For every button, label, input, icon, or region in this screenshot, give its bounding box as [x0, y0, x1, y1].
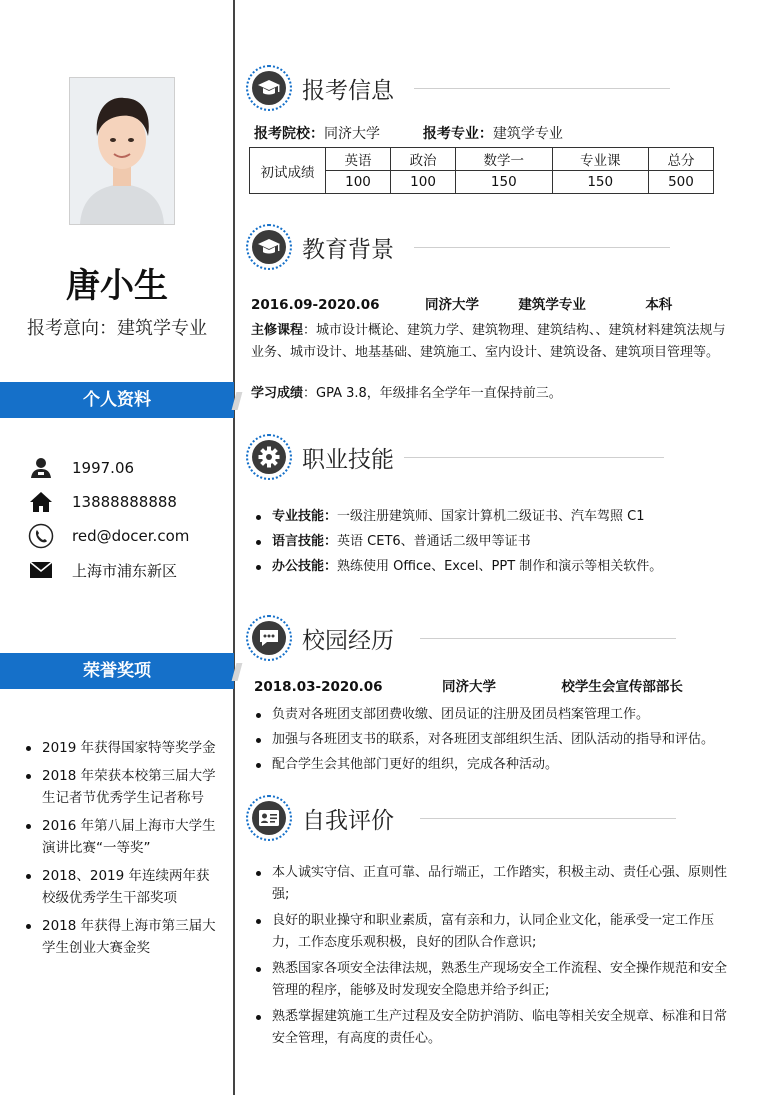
campus-list: [254, 704, 714, 776]
gear-icon: [252, 440, 286, 474]
major-label: 报考专业：: [422, 126, 493, 142]
campus-summary: [254, 676, 683, 698]
score-header: 政治: [391, 148, 456, 171]
section-education-header: [246, 224, 394, 270]
education-degree: 本科: [645, 297, 673, 313]
graduation-cap-icon: [252, 71, 286, 105]
profile-card-icon: [252, 801, 286, 835]
skill-text: 英语 CET6、普通话二级甲等证书: [337, 534, 531, 549]
section-rule: [420, 638, 676, 639]
section-rule: [414, 88, 670, 89]
section-icon-frame: [246, 65, 292, 111]
self-eval-list: [254, 862, 732, 1050]
user-icon: [28, 455, 54, 481]
skill-label: 办公技能：: [272, 559, 338, 574]
list-item: [254, 556, 662, 578]
skills-list: [254, 506, 662, 578]
section-title: 教育背景: [302, 236, 394, 263]
honors-list: [24, 737, 220, 965]
campus-role: 校学生会宣传部部长: [561, 679, 683, 695]
table-row: [250, 148, 714, 171]
education-school: 同济大学: [425, 297, 479, 313]
envelope-icon: [28, 557, 54, 583]
education-major: 建筑学专业: [518, 297, 586, 313]
score-header: 总分: [648, 148, 713, 171]
column-divider: [233, 0, 235, 1095]
exam-target-line: [254, 123, 563, 145]
profile-photo: [69, 77, 175, 225]
list-item: 负责对各班团支部团费收缴、团员证的注册及团员档案管理工作。: [254, 704, 714, 726]
score-header: 专业课: [552, 148, 648, 171]
phone-number: 13888888888: [72, 493, 177, 511]
section-rule: [420, 818, 676, 819]
info-row-birth: [28, 455, 134, 481]
score-value: 150: [456, 171, 552, 194]
info-row-address: [28, 557, 177, 583]
chat-bubble-icon: [252, 621, 286, 655]
score-value: 150: [552, 171, 648, 194]
score-row-label: 初试成绩: [250, 148, 326, 194]
section-title: 自我评价: [302, 807, 394, 834]
score-value: 100: [326, 171, 391, 194]
list-item: [254, 531, 662, 553]
section-rule: [404, 457, 664, 458]
section-icon-frame: [246, 224, 292, 270]
home-address: 上海市浦东新区: [72, 561, 178, 580]
info-row-email: [28, 523, 189, 549]
education-courses: [251, 320, 731, 364]
list-item: 配合学生会其他部门更好的组织，完成各种活动。: [254, 754, 714, 776]
score-value: 500: [648, 171, 713, 194]
section-icon-frame: [246, 795, 292, 841]
list-item: 2018 年荣获本校第三届大学生记者节优秀学生记者称号: [24, 765, 220, 809]
section-rule: [414, 247, 670, 248]
section-title: 职业技能: [302, 446, 394, 473]
list-item: 2018 年获得上海市第三届大学生创业大赛金奖: [24, 915, 220, 959]
skill-text: 熟练使用 Office、Excel、PPT 制作和演示等相关软件。: [337, 559, 663, 574]
email-address: red@docer.com: [72, 527, 190, 545]
phone-icon: [28, 523, 54, 549]
personal-info-header: 个人资料: [0, 382, 234, 418]
education-summary: [251, 294, 672, 316]
education-period: 2016.09-2020.06: [251, 297, 380, 313]
section-icon-frame: [246, 434, 292, 480]
section-title: 报考信息: [302, 77, 394, 104]
list-item: 熟悉掌握建筑施工生产过程及安全防护消防、临电等相关安全规章、标准和日常安全管理，有高度的责任心。: [254, 1006, 732, 1050]
courses-text: ：城市设计概论、建筑力学、建筑物理、建筑结构、、建筑材料建筑法规与业务、城市设计、地基基础、建筑施工、室内设计、建筑设备、建筑项目管理等。: [251, 323, 726, 360]
list-item: 熟悉国家各项安全法律法规，熟悉生产现场安全工作流程、安全操作规范和安全管理的程序，能够及时发现安全隐患并给予纠正;: [254, 958, 732, 1002]
list-item: 2019 年获得国家特等奖学金: [24, 737, 220, 759]
score-header: 数学一: [456, 148, 552, 171]
list-item: [254, 506, 662, 528]
section-icon-frame: [246, 615, 292, 661]
section-skills-header: [246, 434, 394, 480]
skill-label: 专业技能：: [272, 509, 338, 524]
section-campus-header: [246, 615, 394, 661]
target-school: 同济大学: [324, 126, 380, 142]
honors-header: 荣誉奖项: [0, 653, 234, 689]
school-label: 报考院校：: [254, 126, 324, 142]
application-intent: 报考意向：建筑学专业: [27, 318, 207, 339]
info-row-phone: [28, 489, 177, 515]
campus-period: 2018.03-2020.06: [254, 679, 383, 695]
list-item: 良好的职业操守和职业素质，富有亲和力，认同企业文化，能承受一定工作压力，工作态度乐观积极，良好的团队合作意识;: [254, 910, 732, 954]
section-self-eval-header: [246, 795, 394, 841]
list-item: 本人诚实守信、正直可靠、品行端正，工作踏实，积极主动、责任心强、原则性强;: [254, 862, 732, 906]
skill-label: 语言技能：: [272, 534, 338, 549]
graduation-cap-icon: [252, 230, 286, 264]
target-major: 建筑学专业: [492, 126, 563, 142]
grades-text: ：GPA 3.8，年级排名全学年一直保持前三。: [303, 386, 562, 401]
list-item: 2018、2019 年连续两年获校级优秀学生干部奖项: [24, 865, 220, 909]
score-value: 100: [391, 171, 456, 194]
list-item: 加强与各班团支书的联系，对各班团支部组织生活、团队活动的指导和评估。: [254, 729, 714, 751]
score-table: [249, 147, 714, 194]
section-exam-header: [246, 65, 394, 111]
candidate-name: 唐小生: [66, 266, 168, 306]
education-grades: [251, 383, 731, 405]
birth-date: 1997.06: [72, 459, 135, 477]
section-title: 校园经历: [302, 627, 394, 654]
skill-text: 一级注册建筑师、国家计算机二级证书、汽车驾照 C1: [337, 509, 645, 524]
grades-label: 学习成绩: [251, 386, 304, 401]
score-header: 英语: [326, 148, 391, 171]
courses-label: 主修课程: [251, 323, 304, 338]
home-icon: [28, 489, 54, 515]
list-item: 2016 年第八届上海市大学生演讲比赛“一等奖”: [24, 815, 220, 859]
campus-school: 同济大学: [442, 679, 496, 695]
